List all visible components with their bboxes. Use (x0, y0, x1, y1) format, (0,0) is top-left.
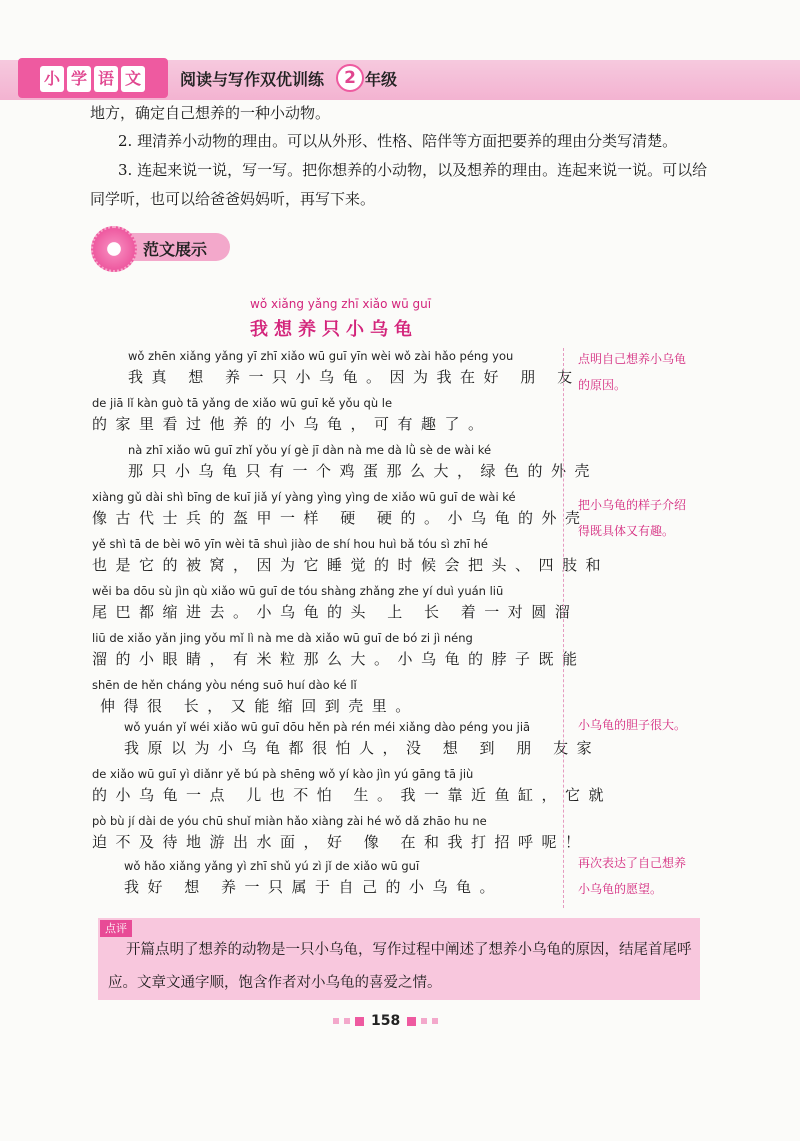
text-line: 我好 想 养一只属于自己的小乌龟。 (124, 878, 504, 896)
series-title (40, 66, 145, 94)
text-line: 伸得很 长，又能缩回到壳里。 (100, 697, 419, 715)
flower-icon (91, 226, 137, 272)
notes-divider (563, 348, 564, 908)
side-note: 点明自己想养小乌龟 的原因。 (578, 352, 687, 392)
text-line: 像古代士兵的盔甲一样 硬 硬的。小乌龟的外壳 (92, 509, 589, 527)
decor-square (407, 1017, 416, 1026)
intro-line-1: 地方，确定自己想养的一种小动物。 (90, 104, 331, 122)
decor-square (344, 1018, 350, 1024)
page-number: 158 (371, 1013, 401, 1029)
pinyin-line: wěi ba dōu sù jìn qù xiǎo wū guī de tóu shàng zhǎng zhe yí duì yuán liū (92, 584, 504, 598)
text-line: 迫不及待地游出水面，好 像 在和我打招呼呢！ (92, 833, 589, 851)
text-line: 我原以为小乌龟都很怕人，没 想 到 朋 友家 (124, 739, 601, 757)
story-title: 我想养只小乌龟 (250, 319, 418, 340)
text-line: 的家里看过他养的小乌龟，可有趣了。 (92, 415, 492, 433)
series-char: 学 (67, 66, 91, 92)
decor-square (333, 1018, 339, 1024)
page-footer (333, 1013, 438, 1029)
pinyin-line: de jiā lǐ kàn guò tā yǎng de xiǎo wū guī kě yǒu qù le (92, 396, 393, 410)
text-line: 溜的小眼睛，有米粒那么大。小乌龟的脖子既能 (92, 650, 586, 668)
series-char: 文 (121, 66, 145, 92)
book-title: 阅读与写作双优训练 (180, 70, 325, 89)
text-line: 的小乌龟一点 儿也不怕 生。我一靠近鱼缸，它就 (92, 786, 613, 804)
pinyin-line: wǒ hǎo xiǎng yǎng yì zhī shǔ yú zì jǐ de xiǎo wū guī (124, 859, 420, 873)
section-title: 范文展示 (143, 240, 208, 259)
comment-tag: 点评 (100, 920, 132, 937)
grade-label: 年级 (365, 70, 398, 89)
grade-number-badge: 2 (336, 64, 364, 92)
pinyin-line: pò bù jí dài de yóu chū shuǐ miàn hǎo xiàng zài hé wǒ dǎ zhāo hu ne (92, 814, 487, 828)
pinyin-line: yě shì tā de bèi wō yīn wèi tā shuì jiào de shí hou huì bǎ tóu sì zhī hé (92, 537, 488, 551)
side-note: 再次表达了自己想养 小乌龟的愿望。 (578, 856, 687, 896)
intro-line-3: 3. 连起来说一说，写一写。把你想养的小动物，以及想养的理由。连起来说一说。可以给 (118, 161, 708, 179)
pinyin-line: xiàng gǔ dài shì bīng de kuī jiǎ yí yàng yìng yìng de xiǎo wū guī de wài ké (92, 490, 516, 504)
pinyin-line: liū de xiǎo yǎn jing yǒu mǐ lì nà me dà xiǎo wū guī de bó zi jì néng (92, 631, 473, 645)
pinyin-line: wǒ zhēn xiǎng yǎng yī zhī xiǎo wū guī yīn wèi wǒ zài hǎo péng you (128, 349, 514, 363)
pinyin-line: shēn de hěn cháng yòu néng suō huí dào ké lǐ (92, 678, 357, 692)
series-char: 语 (94, 66, 118, 92)
text-line: 那只小乌龟只有一个鸡蛋那么大，绿色的外壳 (128, 462, 599, 480)
pinyin-line: nà zhī xiǎo wū guī zhǐ yǒu yí gè jī dàn nà me dà lǜ sè de wài ké (128, 443, 492, 457)
decor-square (432, 1018, 438, 1024)
side-note: 小乌龟的胆子很大。 (578, 718, 687, 732)
pinyin-line: de xiǎo wū guī yì diǎnr yě bú pà shēng wǒ yí kào jìn yú gāng tā jiù (92, 767, 474, 781)
intro-line-2: 2. 理清养小动物的理由。可以从外形、性格、陪伴等方面把要养的理由分类写清楚。 (118, 132, 678, 150)
comment-text: 开篇点明了想养的动物是一只小乌龟，写作过程中阐述了想养小乌龟的原因，结尾首尾呼应。文章文通字顺，饱含作者对小乌龟的喜爱之情。 (108, 942, 692, 991)
text-line: 也是它的被窝，因为它睡觉的时候会把头、四肢和 (92, 556, 610, 574)
text-line: 我真 想 养一只小乌龟。因为我在好 朋 友 (128, 368, 581, 386)
intro-line-4: 同学听，也可以给爸爸妈妈听，再写下来。 (90, 190, 376, 208)
series-char: 小 (40, 66, 64, 92)
side-note: 把小乌龟的样子介绍 得既具体又有趣。 (578, 498, 687, 538)
decor-square (421, 1018, 427, 1024)
story-title-pinyin: wǒ xiǎng yǎng zhī xiǎo wū guī (250, 297, 432, 311)
decor-square (355, 1017, 364, 1026)
text-line: 尾巴都缩进去。小乌龟的头 上 长 着一对圆溜 (92, 603, 579, 621)
pinyin-line: wǒ yuán yǐ wéi xiǎo wū guī dōu hěn pà rén méi xiǎng dào péng you jiā (124, 720, 531, 734)
